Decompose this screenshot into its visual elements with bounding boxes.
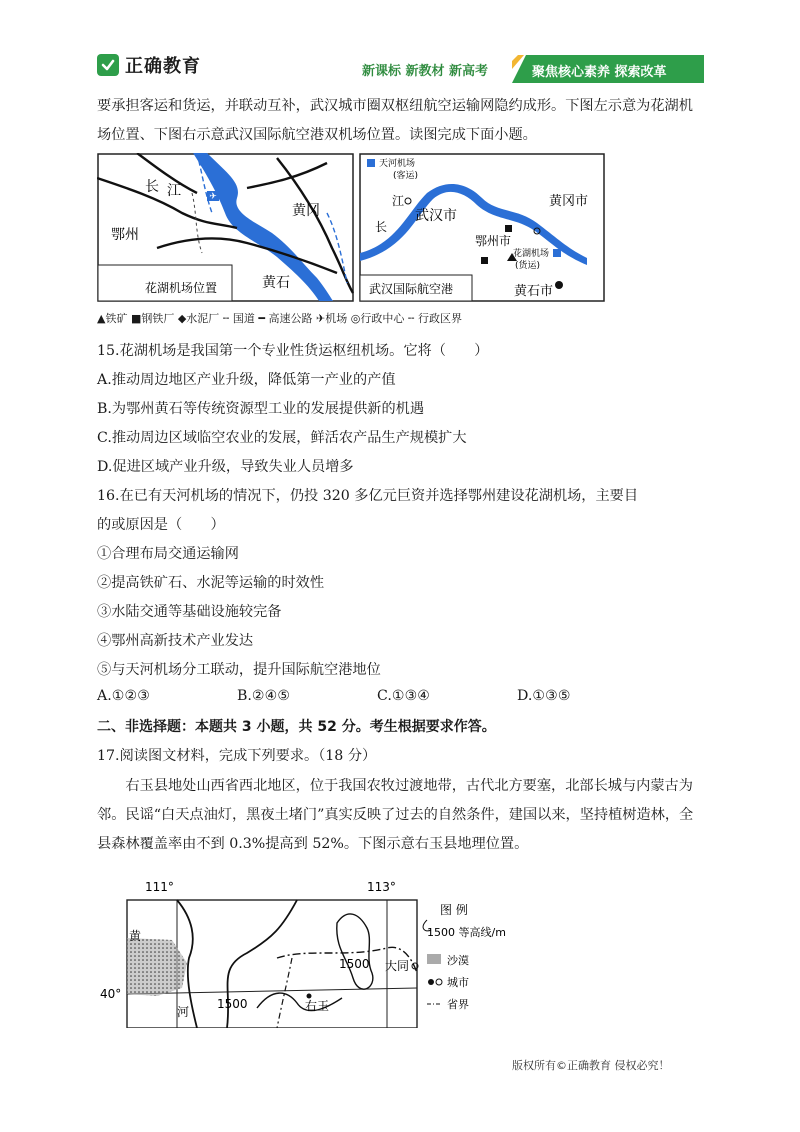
map2-lat-40: 40°: [100, 987, 122, 1001]
map2-lon-111: 111°: [145, 880, 174, 894]
brand-logo: [97, 52, 201, 78]
q16-choice-a[interactable]: A.①②③: [97, 688, 150, 704]
map2-legend-border: 省界: [447, 998, 469, 1011]
map-left-chang: 长: [145, 179, 159, 195]
q17-paragraph: 右玉县地处山西省西北地区，位于我国农牧过渡地带，古代北方要塞，北部长城与内蒙古为邻。民谣“白天点油灯，黑夜土堵门”真实反映了过去的自然条件，建国以来，坚持植树造林，全县森林覆盖率由不到 0.3%提高到 52%。下图示意右玉县地理位置。: [97, 778, 694, 852]
q16-item-2: ②提高铁矿石、水泥等运输的时效性: [97, 575, 325, 591]
q16-choice-c[interactable]: C.①③④: [377, 688, 431, 704]
q16-stem-2: 的或原因是（ ）: [97, 517, 225, 533]
map2-legend-contour: 1500 等高线/m: [427, 926, 506, 939]
map2-he: 河: [177, 1005, 190, 1019]
q15-option-a[interactable]: A.推动周边地区产业升级，降低第一产业的产值: [97, 372, 396, 388]
q16-choice-d[interactable]: D.①③⑤: [517, 688, 571, 704]
q15-option-c[interactable]: C.推动周边区域临空农业的发展，鲜活农产品生产规模扩大: [97, 430, 467, 446]
map-right-tianhe: 天河机场: [379, 159, 416, 169]
map2-legend-title: 图 例: [440, 903, 468, 917]
map2-contour-a: 1500: [339, 957, 370, 971]
map-legend: ▲铁矿 ■钢铁厂 ◆水泥厂 ╌ 国道 ━ 高速公路 ✈机场 ◎行政中心 ╌ 行政区界: [97, 312, 462, 325]
q16-choices: [97, 688, 707, 717]
logo-text: 正确教育: [125, 56, 201, 77]
intro-paragraph: 要承担客运和货运，并联动互补，武汉城市圈双枢纽航空运输网隐约成形。下图左示意为花湖机场位置、下图右示意武汉国际航空港双机场位置。读图完成下面小题。: [97, 98, 693, 143]
map-right-ezhou: 鄂州市: [475, 234, 512, 248]
map2-youyu: 右玉: [305, 999, 330, 1013]
q17-stem: 17.阅读图文材料，完成下列要求。（18 分）: [97, 748, 377, 764]
map2-contour-b: 1500: [217, 997, 248, 1011]
section-2-heading: 二、非选择题：本题共 3 小题，共 52 分。考生根据要求作答。: [97, 719, 496, 735]
q16-stem-1: 16.在已有天河机场的情况下，仍投 320 多亿元巨资并选择鄂州建设花湖机场，主要目: [97, 488, 639, 504]
map2-legend-city: 城市: [447, 976, 469, 989]
map-left-huanggang: 黄冈: [292, 203, 320, 219]
map-right-wuhan: 武汉市: [415, 208, 457, 224]
q15-stem: 15.花湖机场是我国第一个专业性货运枢纽机场。它将（ ）: [97, 343, 489, 359]
q15-option-d[interactable]: D.促进区域产业升级，导致失业人员增多: [97, 459, 354, 475]
map-right-huahu: 花湖机场: [513, 249, 550, 259]
map2-lon-113: 113°: [367, 880, 396, 894]
page-header: [0, 0, 800, 95]
map-right-jiang: 江: [392, 194, 405, 208]
q16-item-5: ⑤与天河机场分工联动，提升国际航空港地位: [97, 662, 381, 678]
map-right-huanggang: 黄冈市: [549, 194, 589, 209]
header-slogan: 新课标 新教材 新高考: [362, 64, 489, 79]
svg-text:✈: ✈: [209, 192, 217, 202]
q16-item-1: ①合理布局交通运输网: [97, 546, 239, 562]
map2-legend-desert: 沙漠: [447, 954, 469, 967]
map-left-huangshi: 黄石: [262, 275, 290, 291]
youyu-location-map: [97, 878, 507, 1028]
copyright-footer: 版权所有©正确教育 侵权必究！: [512, 1059, 670, 1072]
map-right-huangshi: 黄石市: [514, 284, 554, 299]
map-left-ezhou: 鄂州: [111, 227, 139, 243]
check-icon: [97, 54, 119, 76]
map-right-chang: 长: [375, 220, 388, 234]
map-left-jiang: 江: [167, 183, 181, 199]
q15-option-b[interactable]: B.为鄂州黄石等传统资源型工业的发展提供新的机遇: [97, 401, 425, 417]
map-right-tianhe-sub: (客运): [393, 171, 419, 181]
map2-huang: 黄: [129, 929, 142, 943]
map-left-caption: 花湖机场位置: [145, 281, 218, 295]
q16-item-3: ③水陆交通等基础设施较完备: [97, 604, 282, 620]
q16-item-4: ④鄂州高新技术产业发达: [97, 633, 254, 649]
q16-choice-b[interactable]: B.②④⑤: [237, 688, 291, 704]
map-right-huahu-sub: (货运): [515, 261, 541, 271]
header-banner-text: 聚焦核心素养 探索改革: [532, 65, 667, 80]
map2-datong: 大同: [385, 959, 410, 973]
map-right-caption: 武汉国际航空港: [369, 282, 454, 296]
airport-maps: [97, 153, 605, 303]
